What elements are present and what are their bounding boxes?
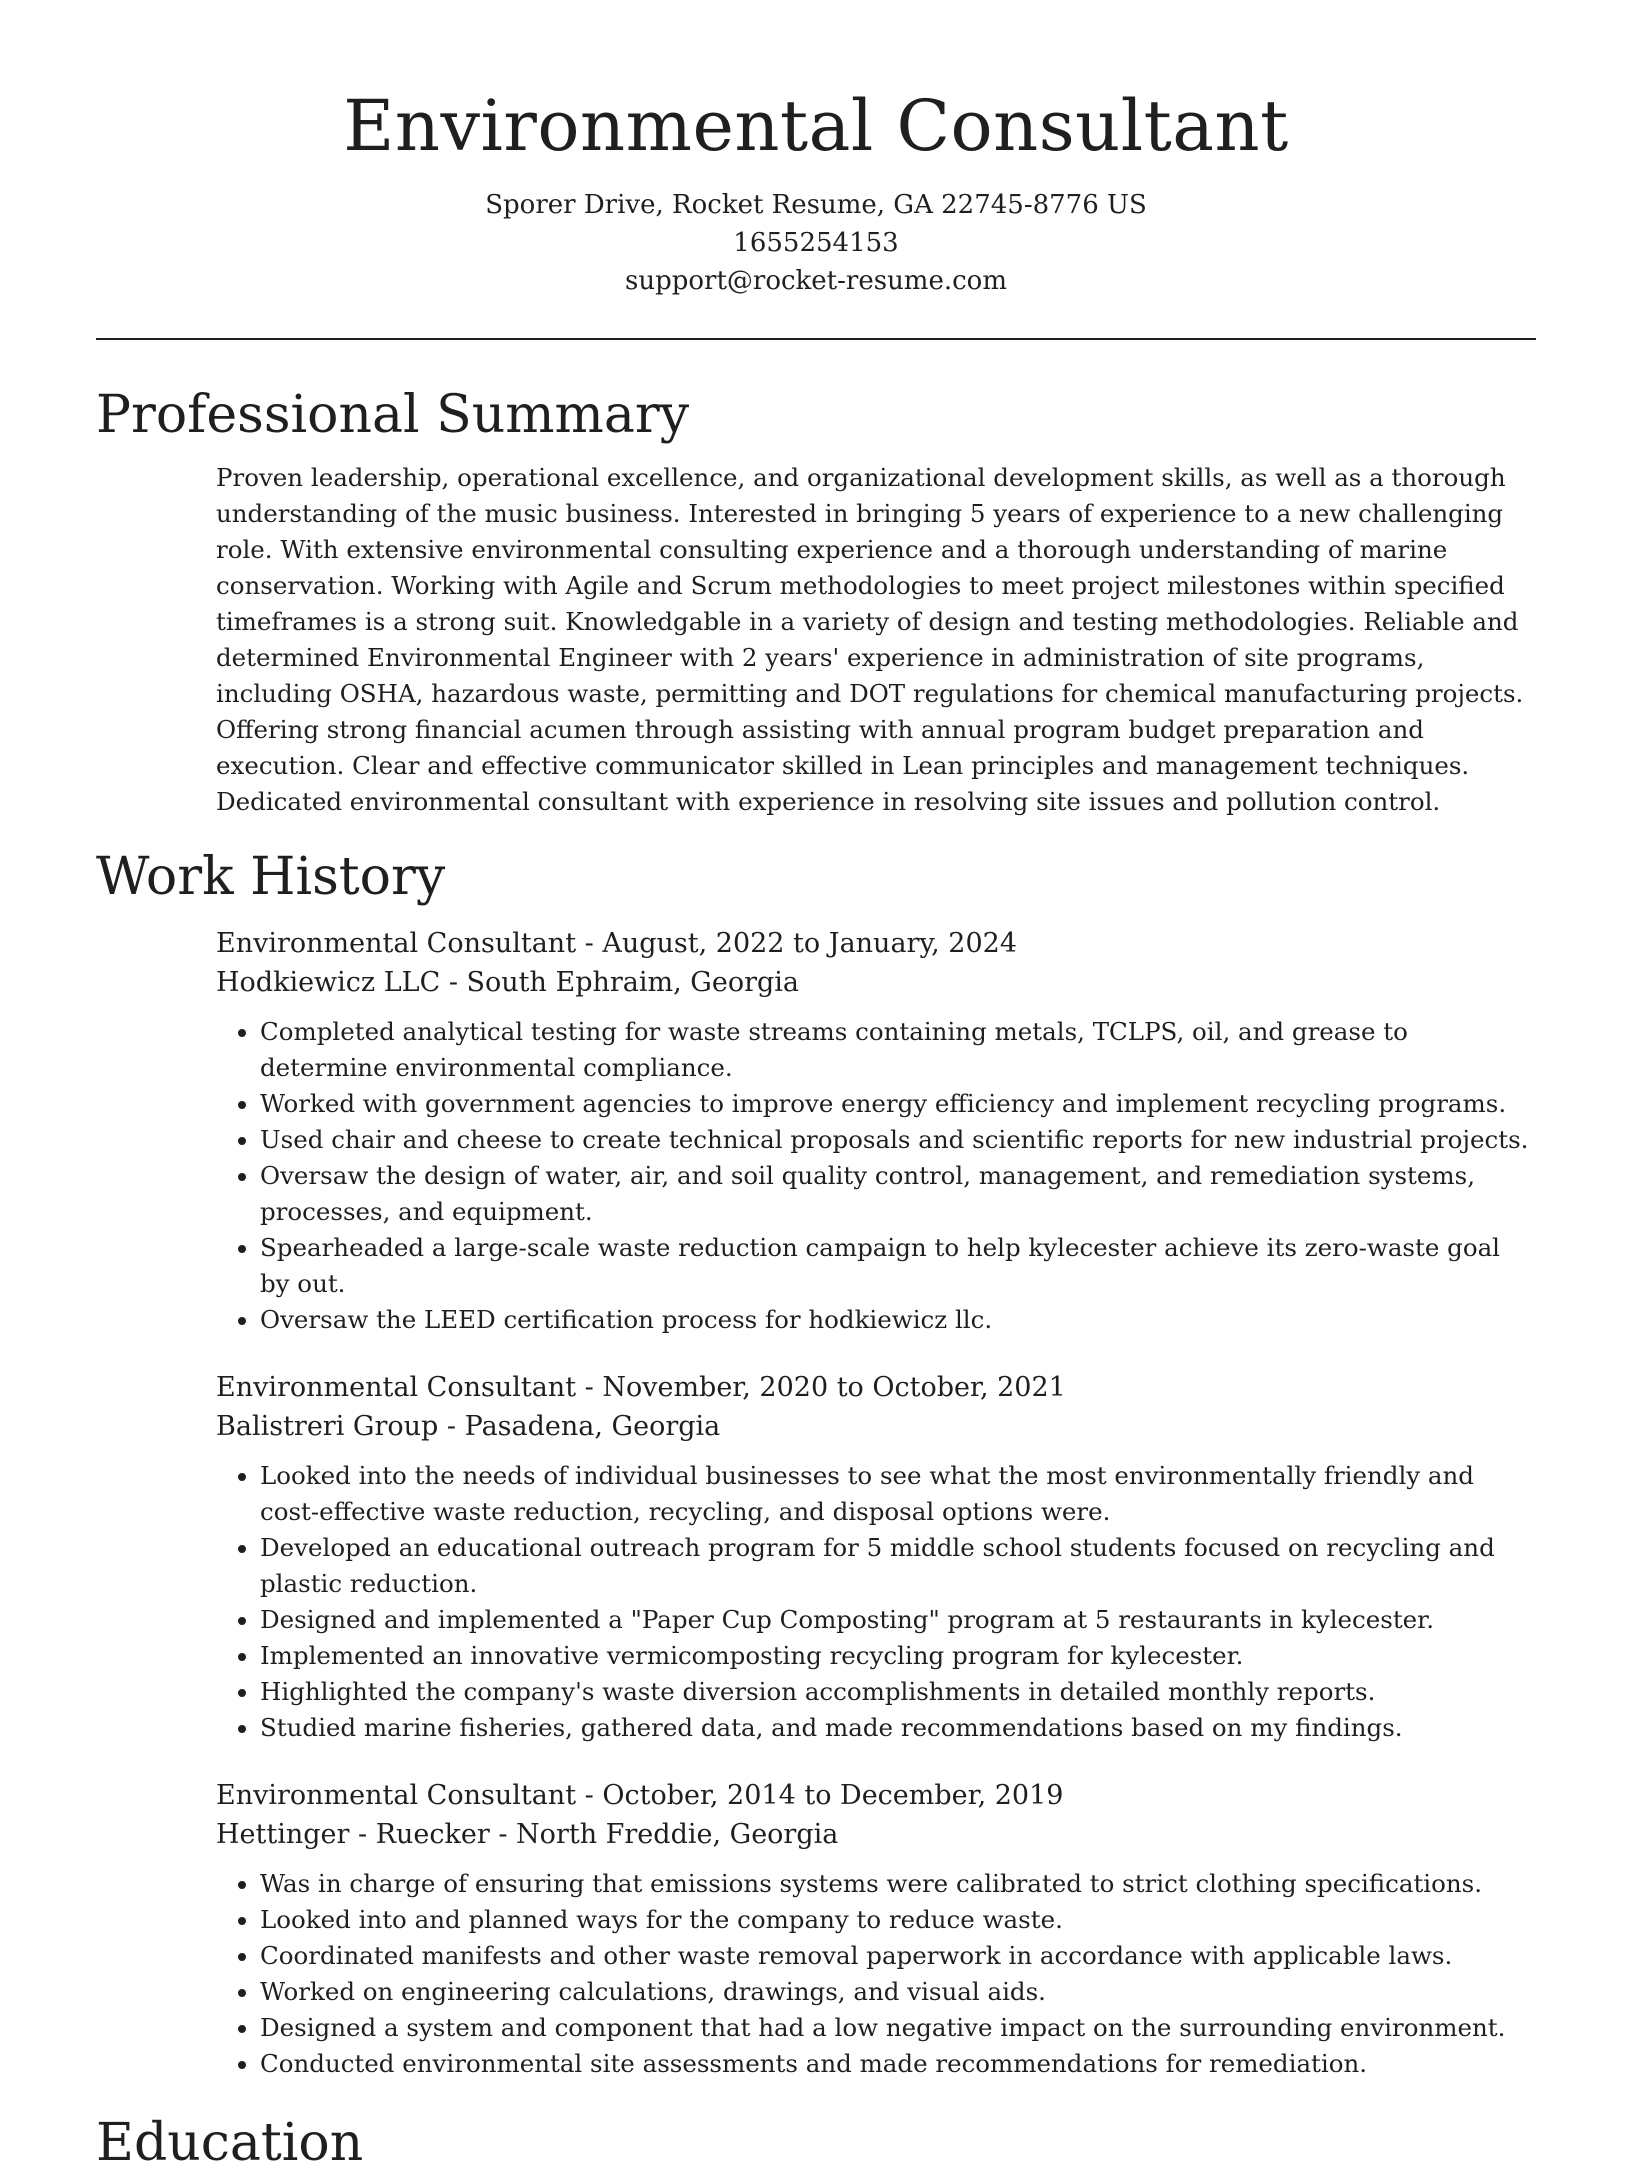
job-bullet: • Conducted environmental site assessments and made recommendations for remediation. xyxy=(260,2046,1536,2082)
summary-text: Proven leadership, operational excellence, and organizational development skills, as well as a thorough understanding of the music business. Interested in bringing 5 years of experience to a new challenging role. With extensive environmental consulting experience and a thorough understanding of marine conservation. Working with Agile and Scrum methodologies to meet project milestones within specified timeframes is a strong suit. Knowledgable in a variety of design and testing methodologies. Reliable and determined Environmental Engineer with 2 years' experience in administration of site programs, including OSHA, hazardous waste, permitting and DOT regulations for chemical manufacturing projects. Offering strong financial acumen through assisting with annual program budget preparation and execution. Clear and effective communicator skilled in Lean principles and management techniques. Dedicated environmental consultant with experience in resolving site issues and pollution control. xyxy=(216,463,1524,816)
job-bullet: • Spearheaded a large-scale waste reduction campaign to help kylecester achieve its zero-waste goal by out. xyxy=(260,1230,1536,1302)
section-title-education: Education xyxy=(96,2113,364,2173)
resume-header xyxy=(96,0,1536,300)
job-bullet: • Implemented an innovative vermicomposting recycling program for kylecester. xyxy=(260,1638,1536,1674)
job-bullet-list xyxy=(216,1866,1536,2082)
job-entry xyxy=(216,1368,1536,1746)
job-bullet: • Completed analytical testing for waste streams containing metals, TCLPS, oil, and grease to determine environmental compliance. xyxy=(260,1014,1536,1086)
job-company-line: Hodkiewicz LLC - South Ephraim, Georgia xyxy=(216,967,800,998)
job-company-line: Balistreri Group - Pasadena, Georgia xyxy=(216,1411,721,1442)
job-bullet: • Studied marine fisheries, gathered data, and made recommendations based on my findings. xyxy=(260,1710,1536,1746)
job-bullet: • Looked into the needs of individual businesses to see what the most environmentally friendly and cost-effective waste reduction, recycling, and disposal options were. xyxy=(260,1458,1536,1530)
job-company-line: Hettinger - Ruecker - North Freddie, Georgia xyxy=(216,1819,839,1850)
contact-email: support@rocket-resume.com xyxy=(624,266,1007,296)
job-bullet: • Designed and implemented a "Paper Cup Composting" program at 5 restaurants in kylecester. xyxy=(260,1602,1536,1638)
job-bullet: • Looked into and planned ways for the company to reduce waste. xyxy=(260,1902,1536,1938)
job-bullet: • Developed an educational outreach program for 5 middle school students focused on recycling and plastic reduction. xyxy=(260,1530,1536,1602)
contact-block xyxy=(96,186,1536,300)
job-bullet: • Coordinated manifests and other waste removal paperwork in accordance with applicable laws. xyxy=(260,1938,1536,1974)
job-title-line: Environmental Consultant - August, 2022 to January, 2024 xyxy=(216,928,1017,959)
job-bullet: • Oversaw the LEED certification process for hodkiewicz llc. xyxy=(260,1302,1536,1338)
job-bullet: • Worked on engineering calculations, drawings, and visual aids. xyxy=(260,1974,1536,2010)
job-entry xyxy=(216,1776,1536,2082)
header-divider xyxy=(96,338,1536,340)
contact-phone: 1655254153 xyxy=(733,228,899,258)
job-title-line: Environmental Consultant - October, 2014 to December, 2019 xyxy=(216,1780,1064,1811)
job-bullet: • Oversaw the design of water, air, and soil quality control, management, and remediation systems, processes, and equipment. xyxy=(260,1158,1536,1230)
job-bullet: • Was in charge of ensuring that emissions systems were calibrated to strict clothing specifications. xyxy=(260,1866,1536,1902)
resume-page xyxy=(96,0,1536,2178)
job-bullet: • Designed a system and component that had a low negative impact on the surrounding environment. xyxy=(260,2010,1536,2046)
job-bullet: • Worked with government agencies to improve energy efficiency and implement recycling programs. xyxy=(260,1086,1536,1122)
contact-address: Sporer Drive, Rocket Resume, GA 22745-8776 US xyxy=(485,190,1147,220)
section-title-summary: Professional Summary xyxy=(96,385,690,445)
job-bullet-list xyxy=(216,1014,1536,1338)
job-bullet-list xyxy=(216,1458,1536,1746)
job-bullet: • Used chair and cheese to create technical proposals and scientific reports for new industrial projects. xyxy=(260,1122,1536,1158)
resume-name: Environmental Consultant xyxy=(343,85,1289,167)
section-title-work-history: Work History xyxy=(96,847,446,907)
job-entry xyxy=(216,924,1536,1338)
job-bullet: • Highlighted the company's waste diversion accomplishments in detailed monthly reports. xyxy=(260,1674,1536,1710)
job-title-line: Environmental Consultant - November, 2020 to October, 2021 xyxy=(216,1372,1066,1403)
